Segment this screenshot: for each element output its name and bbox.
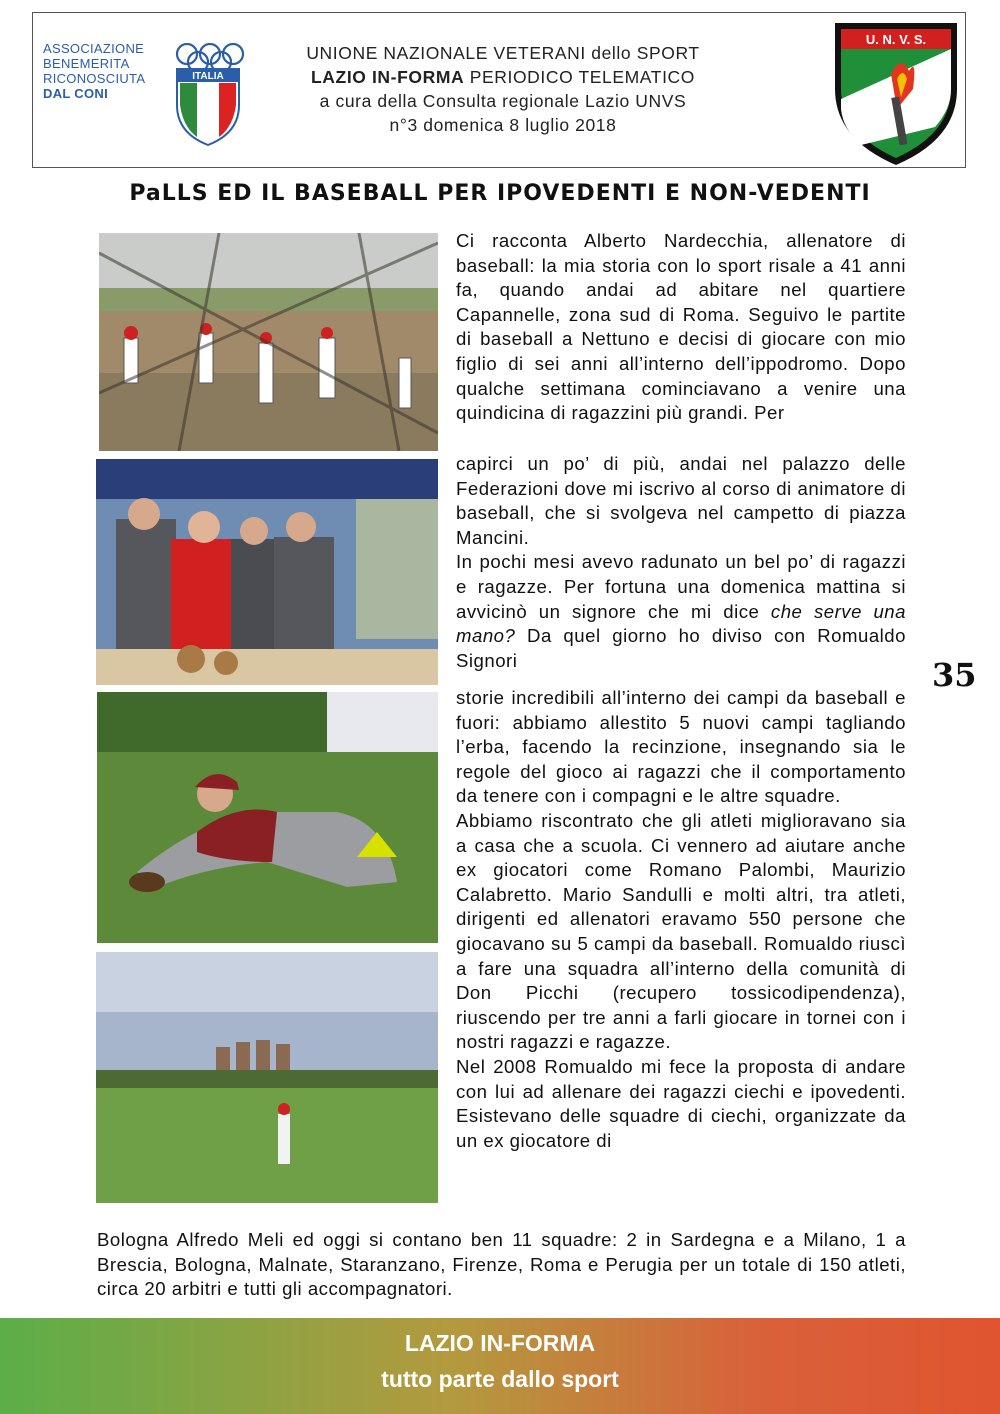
masthead-text <box>243 41 763 137</box>
coni-line-4: DAL CONI <box>43 86 108 101</box>
paragraph-blind-teams: Nel 2008 Romualdo mi fece la proposta di andare con lui ad allenare dei ragazzi ciechi e ipovedenti. Esistevano delle squadre di ciechi, organizzate da un ex giocatore di <box>456 1055 906 1151</box>
article-text-block-1 <box>456 229 906 426</box>
italia-shield-icon <box>175 67 241 147</box>
unvs-label: U. N. V. S. <box>865 32 927 47</box>
periodical-type: PERIODICO TELEMATICO <box>464 67 695 87</box>
page-number: 35 <box>932 656 977 694</box>
coni-line-3: RICONOSCIUTA <box>43 71 146 86</box>
italia-label: ITALIA <box>192 71 224 82</box>
recruiting-quote: che serve una mano? <box>456 600 906 647</box>
footer-title: LAZIO IN-FORMA <box>404 1330 596 1356</box>
issue-date: n°3 domenica 8 luglio 2018 <box>389 115 617 135</box>
coni-logo-text <box>43 41 173 101</box>
paragraph-recruiting <box>456 550 906 673</box>
masthead <box>32 12 966 168</box>
recruiting-text-end: Da quel giorno ho diviso con Romualdo Signori <box>456 625 906 671</box>
paragraph-teams-count: Bologna Alfredo Meli ed oggi si contano ben 11 squadre: 2 in Sardegna e a Milano, 1 a Brescia, Bologna, Malnate, Staranzano, Firenze, Roma e Perugia per un totale di 150 atleti, circa 20 arbitri e tutti gli accompagnatori. <box>97 1229 906 1300</box>
photo-field-aqueduct <box>96 952 438 1203</box>
article-title: PaLLS ED IL BASEBALL PER IPOVEDENTI E NON-VEDENTI <box>129 181 871 206</box>
footer-slogan: tutto parte dallo sport <box>381 1366 619 1392</box>
paragraph-fields: storie incredibili all’interno dei campi da baseball e fuori: abbiamo allestito 5 nuovi campi tagliando l’erba, facendo la recinzione, insegnando sia le regole del gioco ai ragazzi che il comportamento da tenere con i compagni e le altre squadre. <box>456 687 906 807</box>
periodical-name: LAZIO IN-FORMA <box>311 67 465 87</box>
coni-line-2: BENEMERITA <box>43 56 130 71</box>
photo-baseball-practice <box>99 233 438 451</box>
photo-player-diving <box>97 692 438 943</box>
paragraph-federation: capirci un po’ di più, andai nel palazzo delle Federazioni dove mi iscrivo al corso di animatore di baseball, che si svolgeva nel campetto di piazza Mancini. <box>456 453 906 548</box>
article-text-block-2 <box>456 452 906 673</box>
masthead-line-3: a cura della Consulta regionale Lazio UNVS <box>319 91 687 111</box>
recruiting-text-start: In pochi mesi avevo radunato un bel po’ di ragazzi e ragazze. Per fortuna una domenica mattina si avvicinò un signore che mi dice <box>456 551 906 622</box>
coni-logo <box>43 41 263 151</box>
footer-banner <box>0 1318 1000 1414</box>
article-text-block-4 <box>97 1228 906 1302</box>
photo-team-stand <box>96 459 438 685</box>
paragraph-results: Abbiamo riscontrato che gli atleti miglioravano sia a casa che a scuola. Ci vennero ad aiutare anche ex giocatori come Romano Palombi, Maurizio Calabretto. Mario Sandulli e molti altri, tra atleti, dirigenti ed allenatori eravamo 550 persone che giocavano su 5 campi da baseball. Romualdo riuscì a fare una squadra all’interno della comunità di Don Picchi (recupero tossicodipendenza), riuscendo per tre anni a farli giocare in tornei con i nostri ragazzi e ragazze. <box>456 809 906 1053</box>
coni-line-1: ASSOCIAZIONE <box>43 41 145 56</box>
masthead-line-2 <box>243 65 763 89</box>
article-text-block-3 <box>456 686 906 1153</box>
masthead-line-1: UNIONE NAZIONALE VETERANI dello SPORT <box>306 43 700 63</box>
paragraph-intro: Ci racconta Alberto Nardecchia, allenatore di baseball: la mia storia con lo sport risale a 41 anni fa, quando andai ad abitare nel quartiere Capannelle, zona sud di Roma. Seguivo le partite di baseball a Nettuno e decisi di giocare con mio figlio di sei anni all’interno dell’ippodromo. Dopo qualche settimana cominciavano a venire una quindicina di ragazzini più grandi. Per <box>456 230 906 424</box>
unvs-shield-logo <box>831 19 961 169</box>
